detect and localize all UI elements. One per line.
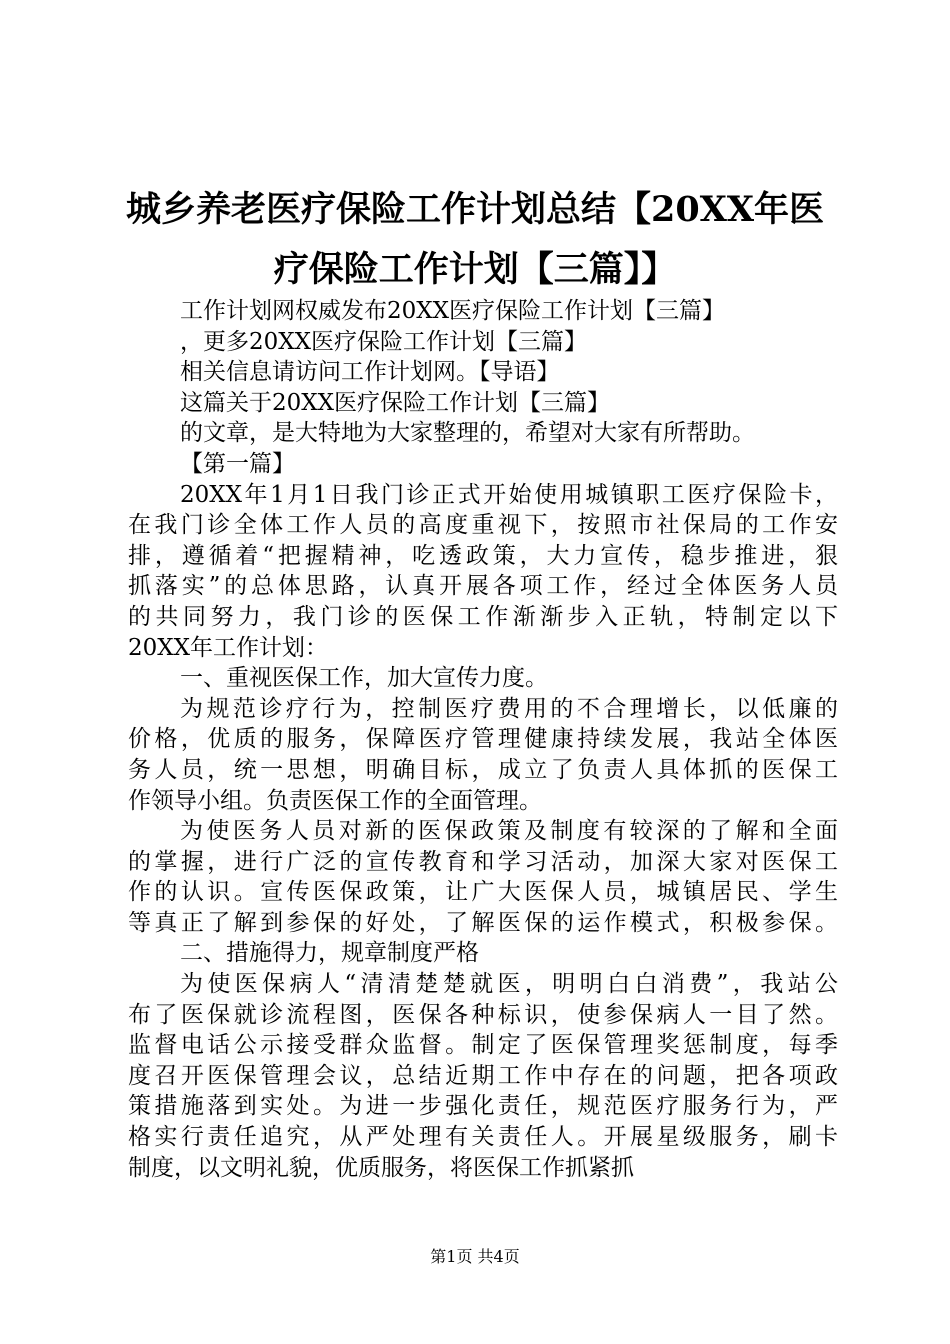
text-line: 这篇关于20XX医疗保险工作计划【三篇】 bbox=[180, 389, 611, 416]
text-line: 的文章，是大特地为大家整理的，希望对大家有所帮助。 bbox=[180, 420, 755, 447]
text-line: 【第一篇】 bbox=[180, 450, 295, 477]
text-line: 作的认识。宣传医保政策，让广大医保人员，城镇居民、学生 bbox=[128, 879, 838, 906]
text-line: 为规范诊疗行为，控制医疗费用的不合理增长，以低廉的 bbox=[180, 695, 838, 722]
text-line: 20XX年1月1日我门诊正式开始使用城镇职工医疗保险卡， bbox=[180, 481, 838, 508]
text-line: 抓落实”的总体思路，认真开展各项工作，经过全体医务人员 bbox=[128, 573, 838, 600]
text-line: 为使医务人员对新的医保政策及制度有较深的了解和全面 bbox=[180, 818, 838, 845]
text-line: 20XX年工作计划： bbox=[128, 634, 329, 661]
text-line: 排，遵循着“把握精神，吃透政策，大力宣传，稳步推进，狠 bbox=[128, 542, 838, 569]
text-line: ，更多20XX医疗保险工作计划【三篇】 bbox=[180, 328, 588, 355]
document-title bbox=[120, 180, 830, 300]
text-line: 策措施落到实处。为进一步强化责任，规范医疗服务行为，严 bbox=[128, 1093, 838, 1120]
text-line: 度召开医保管理会议，总结近期工作中存在的问题，把各项政 bbox=[128, 1062, 838, 1089]
text-line: 相关信息请访问工作计划网。【导语】 bbox=[180, 359, 560, 386]
text-line: 的掌握，进行广泛的宣传教育和学习活动，加深大家对医保工 bbox=[128, 848, 838, 875]
text-line: 在我门诊全体工作人员的高度重视下，按照市社保局的工作安 bbox=[128, 512, 838, 539]
text-line: 格实行责任追究，从严处理有关责任人。开展星级服务，刷卡 bbox=[128, 1124, 838, 1151]
title-line-2: 疗保险工作计划【三篇】】 bbox=[273, 249, 677, 290]
text-line: 为使医保病人“清清楚楚就医，明明白白消费”，我站公 bbox=[180, 971, 838, 998]
text-line: 价格，优质的服务，保障医疗管理健康持续发展，我站全体医 bbox=[128, 726, 838, 753]
text-line: 制度，以文明礼貌，优质服务，将医保工作抓紧抓 bbox=[128, 1154, 634, 1181]
text-line: 二、措施得力，规章制度严格 bbox=[180, 940, 479, 967]
title-line-1: 城乡养老医疗保险工作计划总结【20XX年医 bbox=[125, 189, 825, 230]
text-line: 布了医保就诊流程图，医保各种标识，使参保病人一目了然。 bbox=[128, 1001, 838, 1028]
text-line: 务人员，统一思想，明确目标，成立了负责人具体抓的医保工 bbox=[128, 756, 838, 783]
text-line: 的共同努力，我门诊的医保工作渐渐步入正轨，特制定以下 bbox=[128, 603, 838, 630]
text-line: 一、重视医保工作，加大宣传力度。 bbox=[180, 665, 548, 692]
document-body bbox=[128, 296, 838, 1183]
page-footer: 第1页 共4页 bbox=[430, 1247, 520, 1266]
text-line: 等真正了解到参保的好处，了解医保的运作模式，积极参保。 bbox=[128, 909, 838, 936]
text-line: 作领导小组。负责医保工作的全面管理。 bbox=[128, 787, 542, 814]
text-line: 工作计划网权威发布20XX医疗保险工作计划【三篇】 bbox=[180, 298, 726, 324]
text-line: 监督电话公示接受群众监督。制定了医保管理奖惩制度，每季 bbox=[128, 1032, 838, 1059]
